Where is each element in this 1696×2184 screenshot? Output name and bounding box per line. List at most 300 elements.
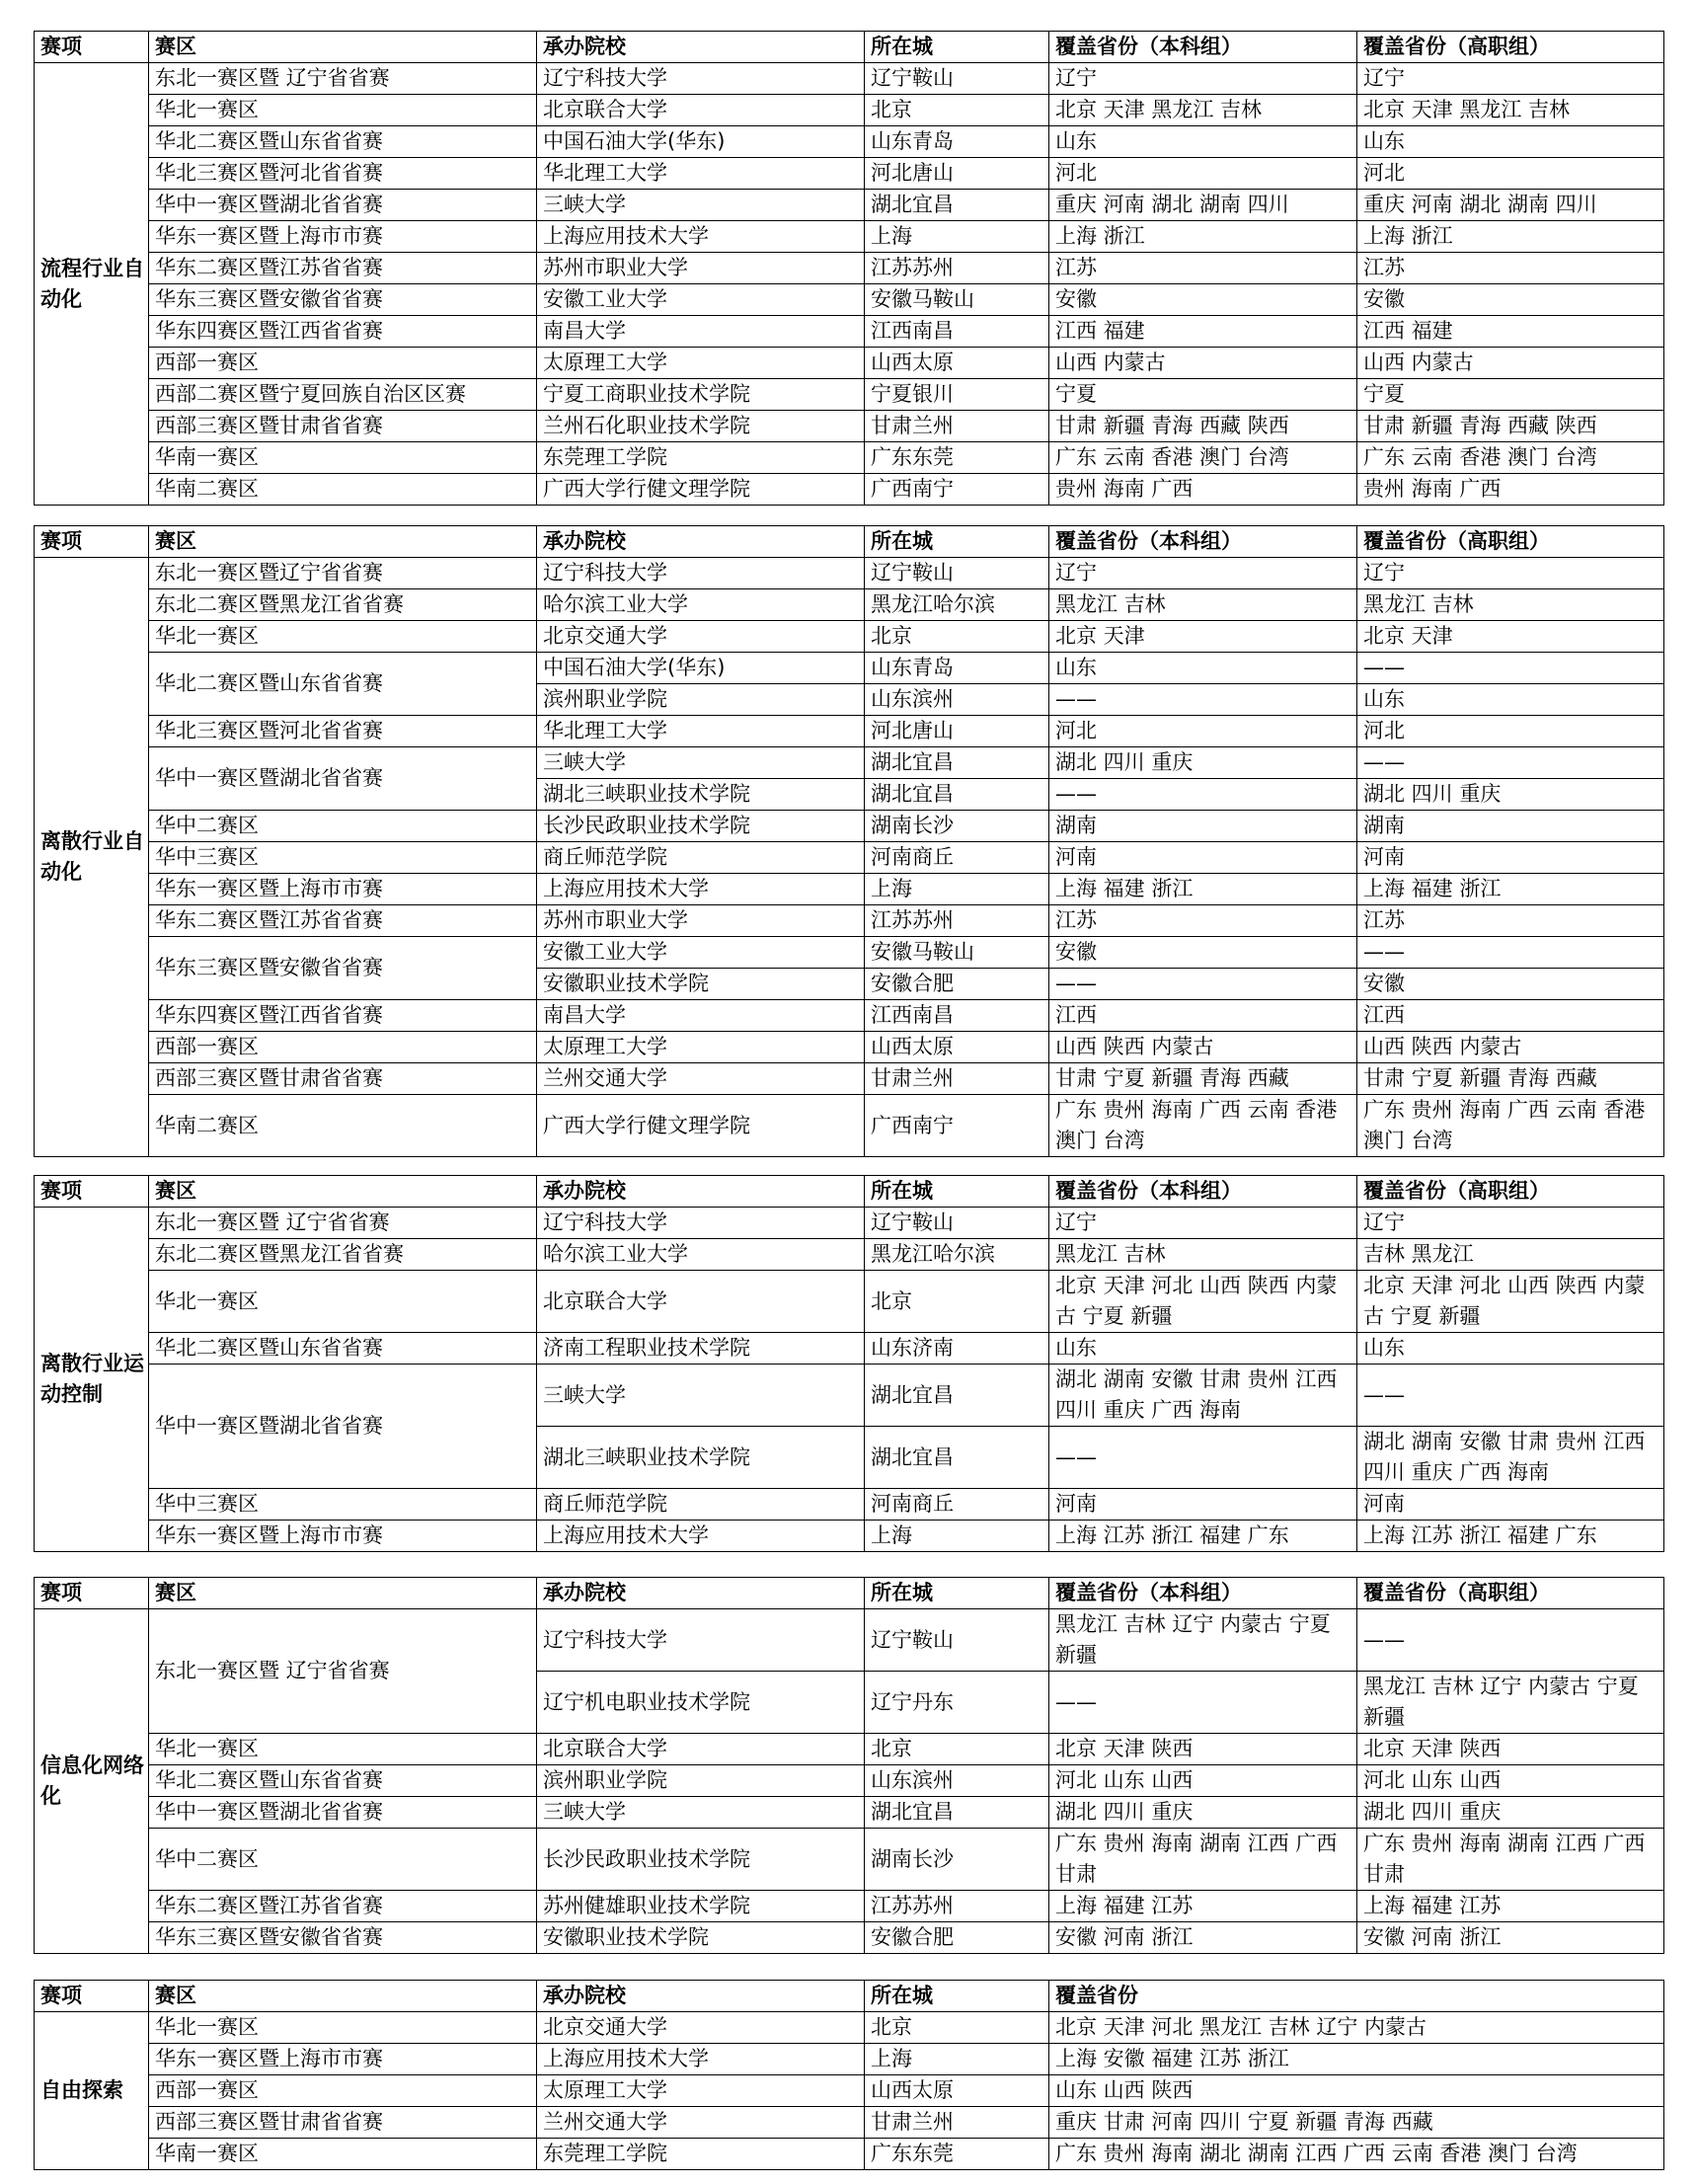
header-host-school: 承办院校 xyxy=(537,32,865,63)
table-header-row xyxy=(35,1176,1664,1208)
coverage-undergrad-cell: 宁夏 xyxy=(1049,379,1357,411)
school-cell: 太原理工大学 xyxy=(537,1032,865,1063)
coverage-vocational-cell: 湖南 xyxy=(1357,811,1664,842)
school-cell: 滨州职业学院 xyxy=(537,684,865,716)
coverage-vocational-cell: 湖北 湖南 安徽 甘肃 贵州 江西 四川 重庆 广西 海南 xyxy=(1357,1427,1664,1489)
school-cell: 三峡大学 xyxy=(537,1797,865,1829)
header-city: 所在城 xyxy=(865,1578,1049,1609)
school-cell: 上海应用技术大学 xyxy=(537,2044,865,2075)
header-event: 赛项 xyxy=(35,526,149,558)
city-cell: 黑龙江哈尔滨 xyxy=(865,589,1049,621)
region-cell: 华东四赛区暨江西省省赛 xyxy=(149,316,537,348)
city-cell: 湖北宜昌 xyxy=(865,747,1049,779)
coverage-vocational-cell: 江西 福建 xyxy=(1357,316,1664,348)
header-coverage-undergrad: 覆盖省份（本科组） xyxy=(1049,32,1357,63)
table-informatization-networking xyxy=(34,1577,1664,1954)
school-cell: 商丘师范学院 xyxy=(537,842,865,874)
city-cell: 河北唐山 xyxy=(865,716,1049,747)
coverage-vocational-cell: 甘肃 宁夏 新疆 青海 西藏 xyxy=(1357,1063,1664,1095)
coverage-vocational-cell: 江苏 xyxy=(1357,253,1664,284)
region-cell: 华中三赛区 xyxy=(149,1489,537,1521)
table-row xyxy=(35,2012,1664,2044)
region-cell: 西部三赛区暨甘肃省省赛 xyxy=(149,2107,537,2139)
coverage-undergrad-cell: 上海 江苏 浙江 福建 广东 xyxy=(1049,1521,1357,1552)
city-cell: 北京 xyxy=(865,1271,1049,1333)
table-row xyxy=(35,63,1664,95)
table-row xyxy=(35,589,1664,621)
coverage-vocational-cell: 黑龙江 吉林 辽宁 内蒙古 宁夏 新疆 xyxy=(1357,1672,1664,1734)
header-event: 赛项 xyxy=(35,1981,149,2012)
header-city: 所在城 xyxy=(865,32,1049,63)
table-row xyxy=(35,558,1664,589)
city-cell: 安徽马鞍山 xyxy=(865,284,1049,316)
coverage-vocational-cell: 安徽 xyxy=(1357,284,1664,316)
coverage-vocational-cell: —— xyxy=(1357,937,1664,969)
school-cell: 中国石油大学(华东) xyxy=(537,126,865,158)
coverage-undergrad-cell: 河北 山东 山西 xyxy=(1049,1765,1357,1797)
coverage-undergrad-cell: 江苏 xyxy=(1049,253,1357,284)
coverage-undergrad-cell: 黑龙江 吉林 辽宁 内蒙古 宁夏 新疆 xyxy=(1049,1609,1357,1672)
event-name: 离散行业运动控制 xyxy=(35,1208,149,1552)
table-row xyxy=(35,2044,1664,2075)
coverage-cell: 北京 天津 河北 黑龙江 吉林 辽宁 内蒙古 xyxy=(1049,2012,1664,2044)
table-row xyxy=(35,1032,1664,1063)
coverage-vocational-cell: 吉林 黑龙江 xyxy=(1357,1239,1664,1271)
city-cell: 广西南宁 xyxy=(865,474,1049,506)
school-cell: 苏州市职业大学 xyxy=(537,253,865,284)
header-host-school: 承办院校 xyxy=(537,1578,865,1609)
coverage-vocational-cell: 上海 浙江 xyxy=(1357,221,1664,253)
school-cell: 北京联合大学 xyxy=(537,1271,865,1333)
region-cell: 华中一赛区暨湖北省省赛 xyxy=(149,190,537,221)
region-cell: 华中二赛区 xyxy=(149,811,537,842)
school-cell: 安徽职业技术学院 xyxy=(537,1922,865,1954)
region-cell: 东北一赛区暨辽宁省省赛 xyxy=(149,558,537,589)
coverage-undergrad-cell: 安徽 xyxy=(1049,937,1357,969)
region-cell: 华北三赛区暨河北省省赛 xyxy=(149,716,537,747)
header-coverage-vocational: 覆盖省份（高职组） xyxy=(1357,32,1664,63)
header-region: 赛区 xyxy=(149,526,537,558)
region-cell: 东北二赛区暨黑龙江省省赛 xyxy=(149,589,537,621)
school-cell: 宁夏工商职业技术学院 xyxy=(537,379,865,411)
coverage-vocational-cell: 上海 江苏 浙江 福建 广东 xyxy=(1357,1521,1664,1552)
header-host-school: 承办院校 xyxy=(537,1176,865,1208)
school-cell: 辽宁科技大学 xyxy=(537,63,865,95)
region-cell: 华中一赛区暨湖北省省赛 xyxy=(149,1797,537,1829)
coverage-undergrad-cell: 安徽 xyxy=(1049,284,1357,316)
school-cell: 济南工程职业技术学院 xyxy=(537,1333,865,1365)
coverage-undergrad-cell: 江苏 xyxy=(1049,905,1357,937)
coverage-vocational-cell: 广东 贵州 海南 广西 云南 香港 澳门 台湾 xyxy=(1357,1095,1664,1157)
coverage-vocational-cell: 湖北 四川 重庆 xyxy=(1357,1797,1664,1829)
coverage-undergrad-cell: —— xyxy=(1049,969,1357,1000)
header-host-school: 承办院校 xyxy=(537,526,865,558)
region-cell: 华东三赛区暨安徽省省赛 xyxy=(149,284,537,316)
region-cell: 西部一赛区 xyxy=(149,348,537,379)
coverage-vocational-cell: 贵州 海南 广西 xyxy=(1357,474,1664,506)
coverage-vocational-cell: 北京 天津 河北 山西 陕西 内蒙古 宁夏 新疆 xyxy=(1357,1271,1664,1333)
school-cell: 北京联合大学 xyxy=(537,95,865,126)
table-row xyxy=(35,253,1664,284)
table-row xyxy=(35,621,1664,653)
school-cell: 北京交通大学 xyxy=(537,2012,865,2044)
table-row xyxy=(35,2139,1664,2170)
coverage-undergrad-cell: 广东 云南 香港 澳门 台湾 xyxy=(1049,442,1357,474)
table-row xyxy=(35,905,1664,937)
coverage-undergrad-cell: 湖北 四川 重庆 xyxy=(1049,747,1357,779)
city-cell: 宁夏银川 xyxy=(865,379,1049,411)
coverage-undergrad-cell: 辽宁 xyxy=(1049,63,1357,95)
coverage-vocational-cell: 辽宁 xyxy=(1357,63,1664,95)
coverage-undergrad-cell: 辽宁 xyxy=(1049,558,1357,589)
school-cell: 辽宁科技大学 xyxy=(537,1208,865,1239)
coverage-vocational-cell: 安徽 xyxy=(1357,969,1664,1000)
table-header-row xyxy=(35,1981,1664,2012)
coverage-undergrad-cell: 河南 xyxy=(1049,842,1357,874)
region-cell: 华北二赛区暨山东省省赛 xyxy=(149,653,537,716)
region-cell: 华北一赛区 xyxy=(149,1734,537,1765)
coverage-undergrad-cell: 重庆 河南 湖北 湖南 四川 xyxy=(1049,190,1357,221)
coverage-undergrad-cell: 江西 福建 xyxy=(1049,316,1357,348)
table-row xyxy=(35,1521,1664,1552)
school-cell: 安徽职业技术学院 xyxy=(537,969,865,1000)
school-cell: 三峡大学 xyxy=(537,190,865,221)
table-row xyxy=(35,1922,1664,1954)
coverage-vocational-cell: 广东 云南 香港 澳门 台湾 xyxy=(1357,442,1664,474)
city-cell: 北京 xyxy=(865,2012,1049,2044)
table-row xyxy=(35,874,1664,905)
region-cell: 华东二赛区暨江苏省省赛 xyxy=(149,905,537,937)
region-cell: 东北二赛区暨黑龙江省省赛 xyxy=(149,1239,537,1271)
school-cell: 三峡大学 xyxy=(537,1365,865,1427)
school-cell: 安徽工业大学 xyxy=(537,284,865,316)
coverage-undergrad-cell: —— xyxy=(1049,1672,1357,1734)
region-cell: 华中一赛区暨湖北省省赛 xyxy=(149,747,537,811)
region-cell: 华东一赛区暨上海市市赛 xyxy=(149,1521,537,1552)
city-cell: 山东滨州 xyxy=(865,1765,1049,1797)
school-cell: 太原理工大学 xyxy=(537,348,865,379)
region-cell: 华北一赛区 xyxy=(149,1271,537,1333)
table-row xyxy=(35,937,1664,969)
header-region: 赛区 xyxy=(149,1578,537,1609)
school-cell: 广西大学行健文理学院 xyxy=(537,1095,865,1157)
coverage-undergrad-cell: 山西 内蒙古 xyxy=(1049,348,1357,379)
region-cell: 西部三赛区暨甘肃省省赛 xyxy=(149,1063,537,1095)
table-header-row xyxy=(35,1578,1664,1609)
city-cell: 上海 xyxy=(865,221,1049,253)
region-cell: 华南一赛区 xyxy=(149,2139,537,2170)
school-cell: 上海应用技术大学 xyxy=(537,1521,865,1552)
city-cell: 辽宁鞍山 xyxy=(865,558,1049,589)
coverage-vocational-cell: 山东 xyxy=(1357,1333,1664,1365)
coverage-undergrad-cell: 黑龙江 吉林 xyxy=(1049,1239,1357,1271)
table-row xyxy=(35,1609,1664,1672)
school-cell: 长沙民政职业技术学院 xyxy=(537,811,865,842)
table-row xyxy=(35,1891,1664,1922)
coverage-undergrad-cell: 上海 浙江 xyxy=(1049,221,1357,253)
table-row xyxy=(35,1271,1664,1333)
table-row xyxy=(35,126,1664,158)
coverage-undergrad-cell: —— xyxy=(1049,684,1357,716)
school-cell: 湖北三峡职业技术学院 xyxy=(537,1427,865,1489)
city-cell: 上海 xyxy=(865,1521,1049,1552)
coverage-undergrad-cell: 湖北 湖南 安徽 甘肃 贵州 江西 四川 重庆 广西 海南 xyxy=(1049,1365,1357,1427)
city-cell: 广东东莞 xyxy=(865,2139,1049,2170)
region-cell: 华东二赛区暨江苏省省赛 xyxy=(149,1891,537,1922)
coverage-cell: 重庆 甘肃 河南 四川 宁夏 新疆 青海 西藏 xyxy=(1049,2107,1664,2139)
coverage-undergrad-cell: 广东 贵州 海南 广西 云南 香港 澳门 台湾 xyxy=(1049,1095,1357,1157)
table-row xyxy=(35,1765,1664,1797)
school-cell: 东莞理工学院 xyxy=(537,2139,865,2170)
coverage-vocational-cell: 河南 xyxy=(1357,1489,1664,1521)
city-cell: 上海 xyxy=(865,874,1049,905)
header-city: 所在城 xyxy=(865,1981,1049,2012)
school-cell: 广西大学行健文理学院 xyxy=(537,474,865,506)
table-row xyxy=(35,2075,1664,2107)
header-coverage-undergrad: 覆盖省份（本科组） xyxy=(1049,1176,1357,1208)
coverage-vocational-cell: 山东 xyxy=(1357,684,1664,716)
city-cell: 河南商丘 xyxy=(865,842,1049,874)
table-row xyxy=(35,842,1664,874)
table-row xyxy=(35,1797,1664,1829)
school-cell: 东莞理工学院 xyxy=(537,442,865,474)
city-cell: 北京 xyxy=(865,1734,1049,1765)
city-cell: 湖南长沙 xyxy=(865,1829,1049,1891)
city-cell: 湖南长沙 xyxy=(865,811,1049,842)
region-cell: 华中二赛区 xyxy=(149,1829,537,1891)
city-cell: 河北唐山 xyxy=(865,158,1049,190)
coverage-vocational-cell: —— xyxy=(1357,1609,1664,1672)
region-cell: 华北一赛区 xyxy=(149,621,537,653)
coverage-vocational-cell: 北京 天津 xyxy=(1357,621,1664,653)
table-header-row xyxy=(35,32,1664,63)
school-cell: 南昌大学 xyxy=(537,1000,865,1032)
header-city: 所在城 xyxy=(865,526,1049,558)
region-cell: 华东三赛区暨安徽省省赛 xyxy=(149,937,537,1000)
city-cell: 山东青岛 xyxy=(865,126,1049,158)
table-row xyxy=(35,95,1664,126)
coverage-vocational-cell: 北京 天津 陕西 xyxy=(1357,1734,1664,1765)
header-coverage-vocational: 覆盖省份（高职组） xyxy=(1357,1578,1664,1609)
school-cell: 华北理工大学 xyxy=(537,716,865,747)
coverage-vocational-cell: 甘肃 新疆 青海 西藏 陕西 xyxy=(1357,411,1664,442)
school-cell: 湖北三峡职业技术学院 xyxy=(537,779,865,811)
coverage-undergrad-cell: 贵州 海南 广西 xyxy=(1049,474,1357,506)
table-row xyxy=(35,1208,1664,1239)
table-row xyxy=(35,1063,1664,1095)
table-row xyxy=(35,316,1664,348)
table-row xyxy=(35,1333,1664,1365)
table-row xyxy=(35,1489,1664,1521)
city-cell: 湖北宜昌 xyxy=(865,1427,1049,1489)
city-cell: 湖北宜昌 xyxy=(865,190,1049,221)
region-cell: 东北一赛区暨 辽宁省省赛 xyxy=(149,1208,537,1239)
coverage-vocational-cell: 山西 内蒙古 xyxy=(1357,348,1664,379)
table-row xyxy=(35,190,1664,221)
region-cell: 华南一赛区 xyxy=(149,442,537,474)
coverage-vocational-cell: —— xyxy=(1357,747,1664,779)
coverage-vocational-cell: —— xyxy=(1357,1365,1664,1427)
table-row xyxy=(35,1239,1664,1271)
city-cell: 河南商丘 xyxy=(865,1489,1049,1521)
coverage-undergrad-cell: 河南 xyxy=(1049,1489,1357,1521)
coverage-vocational-cell: 上海 福建 浙江 xyxy=(1357,874,1664,905)
table-row xyxy=(35,379,1664,411)
coverage-undergrad-cell: 北京 天津 陕西 xyxy=(1049,1734,1357,1765)
coverage-undergrad-cell: 湖南 xyxy=(1049,811,1357,842)
school-cell: 华北理工大学 xyxy=(537,158,865,190)
header-region: 赛区 xyxy=(149,1981,537,2012)
city-cell: 江西南昌 xyxy=(865,1000,1049,1032)
city-cell: 江苏苏州 xyxy=(865,253,1049,284)
school-cell: 苏州市职业大学 xyxy=(537,905,865,937)
school-cell: 中国石油大学(华东) xyxy=(537,653,865,684)
region-cell: 华北二赛区暨山东省省赛 xyxy=(149,1333,537,1365)
coverage-undergrad-cell: —— xyxy=(1049,1427,1357,1489)
coverage-cell: 广东 贵州 海南 湖北 湖南 江西 广西 云南 香港 澳门 台湾 xyxy=(1049,2139,1664,2170)
table-free-exploration xyxy=(34,1980,1664,2170)
city-cell: 山西太原 xyxy=(865,1032,1049,1063)
event-name: 信息化网络化 xyxy=(35,1609,149,1954)
coverage-undergrad-cell: 山东 xyxy=(1049,1333,1357,1365)
region-cell: 华东一赛区暨上海市市赛 xyxy=(149,874,537,905)
region-cell: 华东四赛区暨江西省省赛 xyxy=(149,1000,537,1032)
school-cell: 兰州交通大学 xyxy=(537,2107,865,2139)
region-cell: 华中一赛区暨湖北省省赛 xyxy=(149,1365,537,1489)
coverage-undergrad-cell: 广东 贵州 海南 湖南 江西 广西 甘肃 xyxy=(1049,1829,1357,1891)
table-row xyxy=(35,284,1664,316)
region-cell: 华南二赛区 xyxy=(149,1095,537,1157)
region-cell: 西部一赛区 xyxy=(149,1032,537,1063)
coverage-vocational-cell: 安徽 河南 浙江 xyxy=(1357,1922,1664,1954)
city-cell: 湖北宜昌 xyxy=(865,779,1049,811)
coverage-undergrad-cell: 江西 xyxy=(1049,1000,1357,1032)
city-cell: 辽宁丹东 xyxy=(865,1672,1049,1734)
city-cell: 湖北宜昌 xyxy=(865,1797,1049,1829)
region-cell: 华北二赛区暨山东省省赛 xyxy=(149,1765,537,1797)
city-cell: 广东东莞 xyxy=(865,442,1049,474)
region-cell: 华中三赛区 xyxy=(149,842,537,874)
table-row xyxy=(35,1829,1664,1891)
coverage-vocational-cell: 湖北 四川 重庆 xyxy=(1357,779,1664,811)
city-cell: 辽宁鞍山 xyxy=(865,63,1049,95)
coverage-cell: 山东 山西 陕西 xyxy=(1049,2075,1664,2107)
coverage-undergrad-cell: 黑龙江 吉林 xyxy=(1049,589,1357,621)
school-cell: 北京交通大学 xyxy=(537,621,865,653)
region-cell: 西部二赛区暨宁夏回族自治区区赛 xyxy=(149,379,537,411)
table-header-row xyxy=(35,526,1664,558)
school-cell: 上海应用技术大学 xyxy=(537,874,865,905)
coverage-vocational-cell: 北京 天津 黑龙江 吉林 xyxy=(1357,95,1664,126)
region-cell: 华北一赛区 xyxy=(149,95,537,126)
event-name: 流程行业自动化 xyxy=(35,63,149,506)
school-cell: 辽宁科技大学 xyxy=(537,558,865,589)
coverage-undergrad-cell: 河北 xyxy=(1049,158,1357,190)
school-cell: 安徽工业大学 xyxy=(537,937,865,969)
region-cell: 东北一赛区暨 辽宁省省赛 xyxy=(149,1609,537,1734)
header-coverage-undergrad: 覆盖省份（本科组） xyxy=(1049,526,1357,558)
coverage-vocational-cell: 河南 xyxy=(1357,842,1664,874)
region-cell: 华北一赛区 xyxy=(149,2012,537,2044)
header-event: 赛项 xyxy=(35,32,149,63)
city-cell: 安徽合肥 xyxy=(865,969,1049,1000)
table-row xyxy=(35,348,1664,379)
header-region: 赛区 xyxy=(149,1176,537,1208)
school-cell: 滨州职业学院 xyxy=(537,1765,865,1797)
city-cell: 山西太原 xyxy=(865,348,1049,379)
header-event: 赛项 xyxy=(35,1176,149,1208)
coverage-undergrad-cell: —— xyxy=(1049,779,1357,811)
school-cell: 兰州石化职业技术学院 xyxy=(537,411,865,442)
table-row xyxy=(35,653,1664,684)
coverage-undergrad-cell: 河北 xyxy=(1049,716,1357,747)
city-cell: 广西南宁 xyxy=(865,1095,1049,1157)
city-cell: 辽宁鞍山 xyxy=(865,1208,1049,1239)
event-name: 自由探索 xyxy=(35,2012,149,2170)
coverage-vocational-cell: 广东 贵州 海南 湖南 江西 广西 甘肃 xyxy=(1357,1829,1664,1891)
table-row xyxy=(35,811,1664,842)
region-cell: 华东三赛区暨安徽省省赛 xyxy=(149,1922,537,1954)
city-cell: 山东滨州 xyxy=(865,684,1049,716)
table-row xyxy=(35,716,1664,747)
coverage-vocational-cell: 上海 福建 江苏 xyxy=(1357,1891,1664,1922)
table-row xyxy=(35,474,1664,506)
city-cell: 山东济南 xyxy=(865,1333,1049,1365)
school-cell: 太原理工大学 xyxy=(537,2075,865,2107)
coverage-undergrad-cell: 安徽 河南 浙江 xyxy=(1049,1922,1357,1954)
coverage-undergrad-cell: 山东 xyxy=(1049,126,1357,158)
city-cell: 江苏苏州 xyxy=(865,905,1049,937)
coverage-vocational-cell: 山西 陕西 内蒙古 xyxy=(1357,1032,1664,1063)
event-name: 离散行业自动化 xyxy=(35,558,149,1157)
table-row xyxy=(35,221,1664,253)
table-process-automation xyxy=(34,31,1664,506)
region-cell: 华东一赛区暨上海市市赛 xyxy=(149,221,537,253)
header-event: 赛项 xyxy=(35,1578,149,1609)
coverage-undergrad-cell: 北京 天津 xyxy=(1049,621,1357,653)
coverage-vocational-cell: 辽宁 xyxy=(1357,1208,1664,1239)
school-cell: 哈尔滨工业大学 xyxy=(537,1239,865,1271)
coverage-vocational-cell: 黑龙江 吉林 xyxy=(1357,589,1664,621)
table-row xyxy=(35,158,1664,190)
school-cell: 兰州交通大学 xyxy=(537,1063,865,1095)
coverage-undergrad-cell: 北京 天津 河北 山西 陕西 内蒙古 宁夏 新疆 xyxy=(1049,1271,1357,1333)
region-cell: 华北二赛区暨山东省省赛 xyxy=(149,126,537,158)
table-row xyxy=(35,2107,1664,2139)
city-cell: 黑龙江哈尔滨 xyxy=(865,1239,1049,1271)
coverage-undergrad-cell: 湖北 四川 重庆 xyxy=(1049,1797,1357,1829)
coverage-vocational-cell: 山东 xyxy=(1357,126,1664,158)
school-cell: 南昌大学 xyxy=(537,316,865,348)
coverage-vocational-cell: 辽宁 xyxy=(1357,558,1664,589)
table-row xyxy=(35,411,1664,442)
header-city: 所在城 xyxy=(865,1176,1049,1208)
school-cell: 长沙民政职业技术学院 xyxy=(537,1829,865,1891)
city-cell: 山西太原 xyxy=(865,2075,1049,2107)
school-cell: 哈尔滨工业大学 xyxy=(537,589,865,621)
table-row xyxy=(35,1000,1664,1032)
header-coverage-vocational: 覆盖省份（高职组） xyxy=(1357,1176,1664,1208)
coverage-undergrad-cell: 上海 福建 江苏 xyxy=(1049,1891,1357,1922)
region-cell: 华东一赛区暨上海市市赛 xyxy=(149,2044,537,2075)
coverage-vocational-cell: 河北 xyxy=(1357,716,1664,747)
coverage-undergrad-cell: 山东 xyxy=(1049,653,1357,684)
coverage-undergrad-cell: 山西 陕西 内蒙古 xyxy=(1049,1032,1357,1063)
coverage-vocational-cell: 河北 山东 山西 xyxy=(1357,1765,1664,1797)
coverage-undergrad-cell: 北京 天津 黑龙江 吉林 xyxy=(1049,95,1357,126)
table-discrete-automation xyxy=(34,525,1664,1157)
header-coverage-vocational: 覆盖省份（高职组） xyxy=(1357,526,1664,558)
